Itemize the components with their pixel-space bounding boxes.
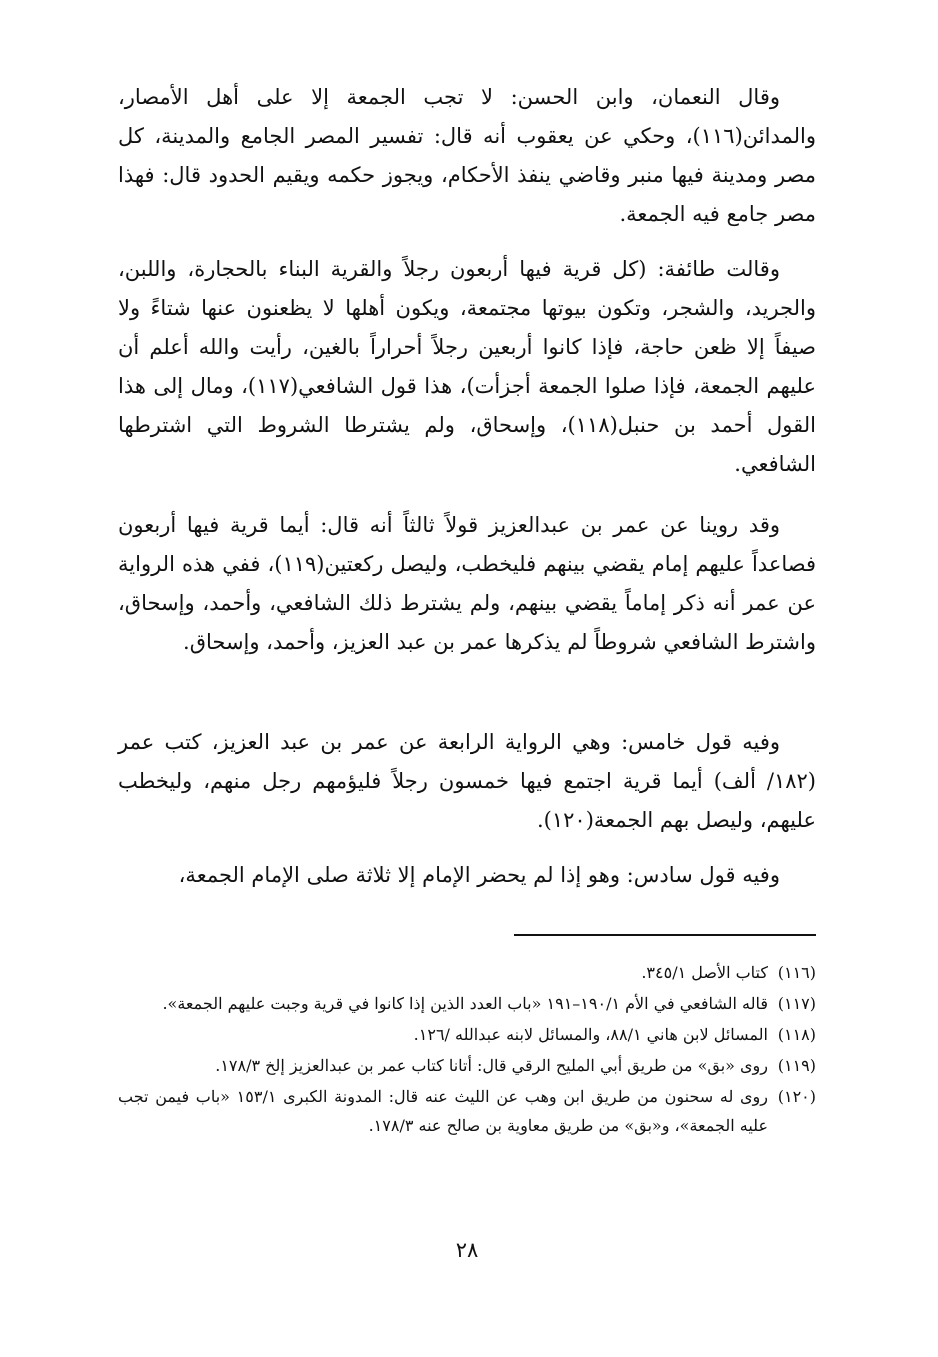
footnote-text: كتاب الأصل ٣٤٥/١. [641, 963, 768, 982]
footnote [118, 1051, 816, 1080]
footnote [118, 1020, 816, 1049]
footnote [118, 1082, 816, 1140]
footnote-text: قاله الشافعي في الأم ١٩٠/١–١٩١ «باب العدد الذين إذا كانوا في قرية وجبت عليهم الجمعة». [162, 994, 768, 1013]
paragraph-4: وفيه قول خامس: وهي الرواية الرابعة عن عمر بن عبد العزيز، كتب عمر (١٨٢/ ألف) أيما قرية اجتمع فيها خمسون رجلاً فليؤمهم رجل منهم، وليخطب عليهم، وليصل بهم الجمعة(١٢٠). [118, 730, 816, 832]
footnote-number: (١١٦) [777, 963, 816, 982]
paragraph-3: وقد روينا عن عمر بن عبدالعزيز قولاً ثالثاً أنه قال: أيما قرية فيها أربعون فصاعداً عليهم إمام يقضي بينهم فليخطب، وليصل ركعتين(١١٩)، ففي هذه الرواية عن عمر أنه ذكر إماماً يقضي بينهم، ولم يشترط ذلك الشافعي، وأحمد، وإسحاق، واشترط الشافعي شروطاً لم يذكرها عمر بن عبد العزيز، وأحمد، وإسحاق. [118, 513, 816, 654]
paragraph-2: وقالت طائفة: (كل قرية فيها أربعون رجلاً والقرية البناء بالحجارة، واللبن، والجريد، والشجر، وتكون بيوتها مجتمعة، ويكون أهلها لا يظعنون عنها شتاءً ولا صيفاً إلا ظعن حاجة، فإذا كانوا أربعين رجلاً أحراراً بالغين، رأيت والله أعلم أن عليهم الجمعة، فإذا صلوا الجمعة أجزأت)، هذا قول الشافعي(١١٧)، ومال إلى هذا القول أحمد بن حنبل(١١٨)، وإسحاق، ولم يشترطا الشروط التي اشترطها الشافعي. [118, 257, 816, 476]
footnote [118, 958, 816, 987]
footnote [118, 989, 816, 1018]
footnote-text: المسائل لابن هاني ٨٨/١، والمسائل لابنه عبدالله /١٢٦. [413, 1025, 768, 1044]
paragraph-1: وقال النعمان، وابن الحسن: لا تجب الجمعة إلا على أهل الأمصار، والمدائن(١١٦)، وحكي عن يعقوب أنه قال: تفسير المصر الجامع والمدينة، كل مصر ومدينة فيها منبر وقاضي ينفذ الأحكام، ويجوز حكمه ويقيم الحدود قال: فهذا مصر جامع فيه الجمعة. [118, 85, 816, 226]
footnote-text: روى له سحنون من طريق ابن وهب عن الليث عنه قال: المدونة الكبرى ١٥٣/١ «باب فيمن تجب عليه الجمعة»، و«بق» من طريق معاوية بن صالح عنه ١٧٨/٣. [118, 1087, 768, 1135]
footnote-number: (١٢٠) [777, 1087, 816, 1106]
paragraph-5: وفيه قول سادس: وهو إذا لم يحضر الإمام إلا ثلاثة صلى الإمام الجمعة، [178, 863, 780, 887]
footnote-number: (١١٩) [777, 1056, 816, 1075]
footnote-number: (١١٧) [777, 994, 816, 1013]
footnote-number: (١١٨) [777, 1025, 816, 1044]
footnotes-list [118, 958, 816, 1142]
document-page [118, 78, 816, 1318]
page-number: ٢٨ [455, 1238, 479, 1262]
footnote-text: روى «بق» من طريق أبي المليح الرقي قال: أتانا كتاب عمر بن عبدالعزيز إلخ ١٧٨/٣. [215, 1056, 768, 1075]
footnote-separator [514, 934, 816, 936]
